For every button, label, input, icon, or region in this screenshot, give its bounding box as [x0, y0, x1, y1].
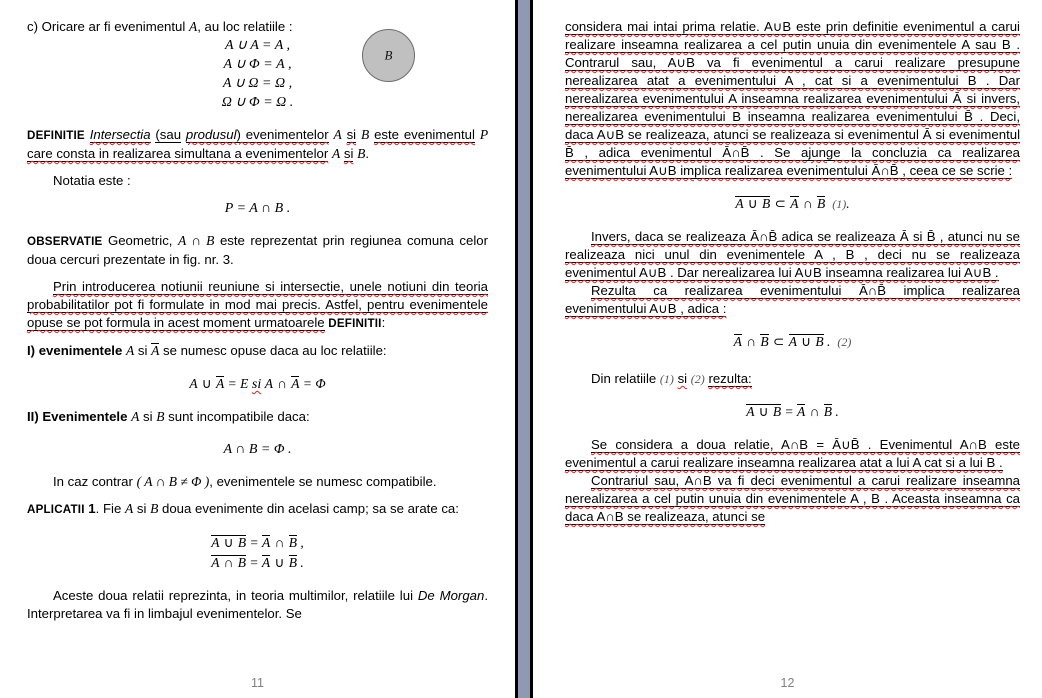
spacer: [27, 333, 488, 342]
item-II-marker: II) Evenimentele: [27, 409, 128, 424]
paragraph-item-c: [27, 18, 488, 36]
definitie-italic-produsul: produsul: [185, 127, 237, 142]
formula-incompatibile: A ∩ B = Φ .: [223, 442, 292, 457]
prin-tail: :: [381, 315, 386, 330]
formula-opuse-si: si: [251, 377, 262, 392]
formula-demorgan-2: A ∩ B = A ∪ B .: [211, 555, 304, 570]
incaz-text-1: In caz contrar: [53, 474, 133, 489]
item-c-intro: c) Oricare ar fi evenimentul: [27, 19, 186, 34]
aplicatii-text-1: . Fie: [95, 501, 122, 516]
page-number-left: 11: [251, 676, 264, 690]
definitie-paren-open: (sau: [155, 127, 182, 142]
right-p5-text: Se considera a doua relatie, A∩B = Ā∪B̄ . Evenimentul A∩B este evenimentul a carui realizare inseamna realizarea atat a lui A cat si a lui B .: [565, 437, 1020, 470]
spacer: [27, 491, 488, 500]
aplicatii-var-a: A: [124, 501, 134, 516]
item-c-tail: , au loc relatiile :: [197, 19, 293, 34]
closing-text-2: . Interpretarea va fi in limbajul evenimentelor. Se: [27, 588, 488, 621]
formula-right-1: A ∪ B ⊂ A ∩ B (1).: [735, 196, 850, 211]
paragraph-right-1: [565, 18, 1020, 180]
right-p1-text: considera mai intai prima relatie. A∪B este prin definitie evenimentul a carui realizare inseamna realizarea a cel putin unuia din evenimentele A sau B . Contrarul sau, A∪B va fi evenimentul a carui realizare presupune nerealizarea atat a evenimentului A , cat si a evenimentului B . Dar nerealizarea evenimentului A inseamna realizarea evenimentului Ā si invers, nerealizarea evenimentului B inseamna realizarea evenimentului B̄ . Deci, daca A∪B se realizeaza, atunci se realizeaza si evenimentul Ā si evenimentul B̄ , adica evenimentul Ā∩B̄ . Se ajunge la concluzia ca realizarea evenimentului A∪B implica realizarea evenimentului Ā∩B̄ , ceea ce se scrie :: [565, 19, 1020, 178]
figure-circle-b: [362, 29, 415, 82]
paragraph-item-I: [27, 342, 488, 360]
item-II-var-b: B: [156, 409, 165, 424]
formula-c-2: A ∪ Φ = A ,: [223, 57, 292, 72]
spacer: [27, 394, 488, 408]
incaz-text-2: , evenimentele se numesc compatibile.: [209, 474, 437, 489]
formula-opuse: A ∪ A = E si A ∩ A = Φ: [189, 376, 326, 392]
spacer: [565, 318, 1020, 332]
formula-p-equals: P = A ∩ B .: [224, 201, 291, 216]
right-p4-tag-2: (2): [690, 372, 705, 386]
definitii-label: DEFINITII: [328, 317, 382, 330]
paragraph-prin-introducerea: [27, 278, 488, 333]
paragraph-definitie-intersectia: [27, 126, 488, 163]
spacer: [27, 459, 488, 473]
closing-italic-de-morgan: De Morgan: [417, 588, 485, 603]
spacer: [27, 573, 488, 587]
definitie-var-b2: B: [357, 146, 366, 161]
spacer: [27, 269, 488, 278]
spacer: [27, 360, 488, 374]
formula-c-1: A ∪ A = A ,: [224, 38, 291, 53]
item-c-variable: A: [188, 19, 198, 34]
spacer: [27, 190, 488, 199]
formula-right-3: A ∪ B = A ∩ B .: [746, 404, 839, 419]
paragraph-aplicatii: [27, 500, 488, 519]
formula-right-2: A ∩ B ⊂ A ∪ B . (2): [733, 334, 852, 349]
definitie-period: .: [365, 146, 369, 161]
paragraph-observatie: [27, 232, 488, 269]
closing-text-1: Aceste doua relatii reprezinta, in teoria multimilor, relatiile lui: [53, 588, 413, 603]
formula-c-4: Ω ∪ Φ = Ω .: [221, 95, 294, 110]
right-p3-text: Rezulta ca realizarea evenimentului Ā∩B̄ implica realizarea evenimentului A∪B , adica :: [565, 283, 1020, 316]
formula-demorgan-1: A ∪ B = A ∩ B ,: [211, 535, 304, 550]
right-p4-si: si: [677, 371, 688, 386]
item-II-text-2: sunt incompatibile daca:: [168, 409, 310, 424]
spacer: [565, 214, 1020, 228]
definitie-var-b: B: [360, 127, 370, 142]
item-I-var-a-bar: A: [151, 343, 160, 358]
formula-c-3: A ∪ Ω = Ω ,: [222, 76, 293, 91]
paragraph-right-6: [565, 472, 1020, 526]
spacer: [27, 112, 488, 126]
aplicatii-si: si: [136, 501, 147, 516]
aplicatii-label: APLICATII: [27, 503, 85, 516]
page-right: [533, 0, 1042, 698]
spacer: [565, 180, 1020, 194]
spacer: [27, 519, 488, 533]
definitie-var-a2: A: [331, 146, 341, 161]
paragraph-item-II: [27, 408, 488, 426]
aplicatii-text-2: doua evenimente din acelasi camp; sa se arate ca:: [162, 501, 459, 516]
right-p4-b: rezulta:: [708, 371, 752, 386]
paragraph-notatia: Notatia este :: [53, 173, 131, 188]
spacer: [27, 218, 488, 232]
aplicatii-number: 1: [88, 501, 96, 516]
definitie-var-p: P: [479, 127, 489, 142]
item-I-si: si: [137, 343, 148, 358]
formula-right-1-tag: (1): [832, 197, 847, 211]
item-I-marker: I) evenimentele: [27, 343, 123, 358]
spacer: [27, 426, 488, 440]
page-left: [0, 0, 515, 698]
right-p4-a: Din relatiile: [591, 371, 657, 386]
right-p2-text: Invers, daca se realizeaza Ā∩B̄ adica se realizeaza Ā si B̄ , atunci nu se realizeaza nici unul din evenimentele A , B , deci nu se realizeaza evenimentul A∪B . Dar nerealizarea lui A∪B inseamna realizarea lui A∪B .: [565, 229, 1020, 280]
definitie-si-1: si: [346, 127, 357, 142]
aplicatii-var-b: B: [150, 501, 159, 516]
paragraph-in-caz-contrar: [27, 473, 488, 491]
definitie-italic-intersectia: Intersectia: [89, 127, 151, 142]
observatie-label: OBSERVATIE: [27, 235, 103, 248]
incaz-math: ( A ∩ B ≠ Φ ): [136, 474, 210, 489]
definitie-var-a: A: [333, 127, 342, 142]
paragraph-right-5: [565, 436, 1020, 472]
page-separator-spine: [515, 0, 533, 698]
spacer: [565, 352, 1020, 370]
page-number-right: 12: [780, 676, 795, 690]
paragraph-right-2: [565, 228, 1020, 282]
formula-right-2-tag: (2): [837, 335, 852, 349]
right-p4-tag-1: (1): [659, 372, 674, 386]
definitie-text-2: este evenimentul: [374, 127, 475, 142]
observatie-math-expr: A ∩ B: [177, 233, 215, 248]
right-p6-text: Contrariul sau, A∩B va fi deci evenimentul a carui realizare inseamna nerealizarea a cel putin unuia din evenimentele A , B . Aceasta inseamna ca daca A∩B se realizeaza, atunci se: [565, 473, 1020, 524]
item-I-var-a: A: [125, 343, 135, 358]
definitie-si-2: si: [343, 146, 354, 161]
formula-right-1-tail: .: [846, 196, 850, 211]
prin-body-text: Prin introducerea notiunii reuniune si intersectie, unele notiuni din teoria probabilitatilor pot fi formulate in mod mai precis. Astfel, pentru evenimentele opuse se pot formula in acest moment urmatoarele: [27, 279, 488, 330]
observatie-text-1: Geometric,: [107, 233, 173, 248]
paragraph-right-3: [565, 282, 1020, 318]
spacer: [565, 422, 1020, 436]
item-II-si: si: [143, 409, 153, 424]
item-II-var-a: A: [131, 409, 140, 424]
observatie-text-2: este reprezentat prin regiunea comuna celor doua cercuri prezentate in fig. nr. 3.: [27, 233, 488, 267]
spacer: [27, 163, 488, 172]
figure-circle-b-label: B: [384, 47, 393, 63]
definitie-text-3: care consta in realizarea simultana a evenimentelor: [27, 146, 329, 161]
item-I-text-2: se numesc opuse daca au loc relatiile:: [163, 343, 387, 358]
paragraph-closing-demorgan: [27, 587, 488, 623]
spacer: [565, 388, 1020, 402]
definitie-text-1: ) evenimentelor: [236, 127, 329, 142]
definitie-label: DEFINITIE: [27, 129, 85, 142]
paragraph-right-4: [565, 370, 1020, 388]
